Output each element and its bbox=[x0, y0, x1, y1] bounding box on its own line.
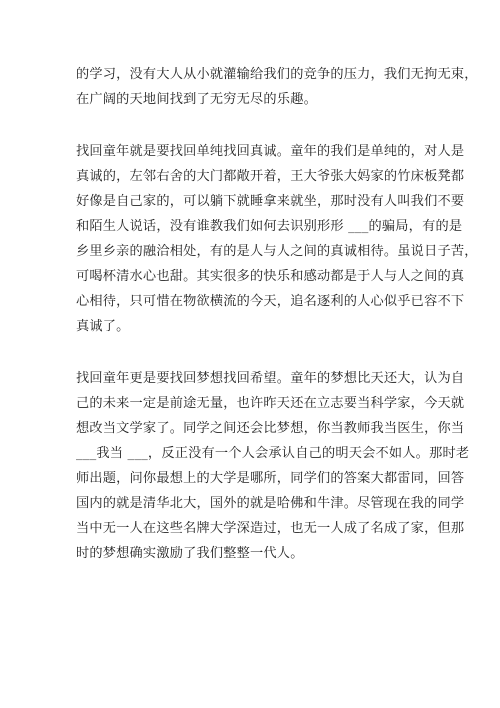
paragraph-line: 想改当文学家了。同学之间还会比梦想，你当教师我当医生，你当 bbox=[76, 421, 465, 436]
paragraph-line: ___我当 ___，反正没有一个人会承认自己的明天会不如人。那时老 bbox=[76, 446, 470, 461]
paragraph-line: 国内的就是清华北大，国外的就是哈佛和牛津。尽管现在我的同学 bbox=[76, 496, 465, 511]
document-body bbox=[76, 62, 478, 566]
paragraph-line: 好像是自己家的，可以躺下就睡拿来就坐，那时没有人叫我们不要 bbox=[76, 194, 465, 209]
paragraph-line: 己的未来一定是前途无量，也许昨天还在立志要当科学家，今天就 bbox=[76, 396, 465, 411]
paragraph-2 bbox=[76, 139, 478, 339]
paragraph-line: 乡里乡亲的融洽相处，有的是人与人之间的真诚相待。虽说日子苦， bbox=[76, 244, 478, 259]
paragraph-line: 和陌生人说话，没有谁教我们如何去识别形形 ___的骗局，有的是 bbox=[76, 219, 463, 234]
paragraph-line: 找回童年就是要找回单纯找回真诚。童年的我们是单纯的，对人是 bbox=[76, 144, 465, 159]
paragraph-3 bbox=[76, 366, 470, 566]
paragraph-line: 师出题，问你最想上的大学是哪所，同学们的答案大都雷同，回答 bbox=[76, 471, 465, 486]
paragraph-line: 的学习，没有大人从小就灌输给我们的竞争的压力，我们无拘无束， bbox=[76, 67, 478, 82]
paragraph-line: 在广阔的天地间找到了无穷无尽的乐趣。 bbox=[76, 92, 317, 107]
paragraph-line: 时的梦想确实激励了我们整整一代人。 bbox=[76, 546, 304, 561]
paragraph-line: 找回童年更是要找回梦想找回希望。童年的梦想比天还大，认为自 bbox=[76, 371, 465, 386]
paragraph-line: 真诚了。 bbox=[76, 319, 130, 334]
paragraph-line: 心相待，只可惜在物欲横流的今天，追名逐利的人心似乎已容不下 bbox=[76, 294, 465, 309]
paragraph-line: 当中无一人在这些名牌大学深造过，也无一人成了名成了家，但那 bbox=[76, 521, 465, 536]
paragraph-1 bbox=[76, 62, 478, 112]
paragraph-line: 真诚的，左邻右舍的大门都敞开着，王大爷张大妈家的竹床板凳都 bbox=[76, 169, 465, 184]
paragraph-line: 可喝杯清水心也甜。其实很多的快乐和感动都是于人与人之间的真 bbox=[76, 269, 465, 284]
